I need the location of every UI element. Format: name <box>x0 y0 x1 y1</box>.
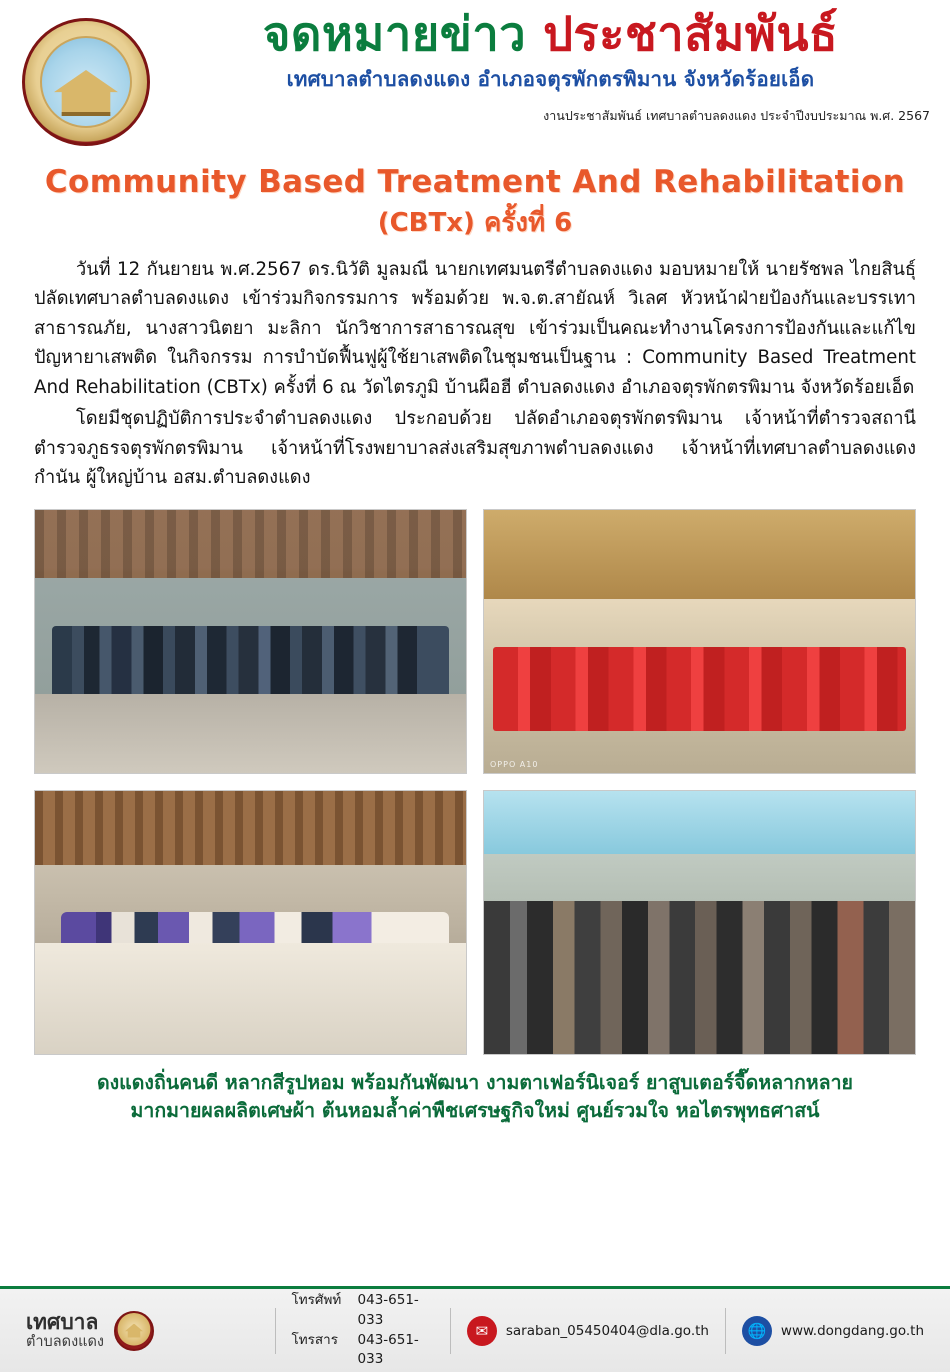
page-header <box>0 0 950 150</box>
page-title <box>165 7 936 62</box>
fax-value: 043-651-033 <box>357 1331 419 1368</box>
seal-inner <box>40 36 132 128</box>
photo-3 <box>34 790 467 1055</box>
photo-2-watermark: OPPO A10 <box>490 759 539 769</box>
photo-grid <box>34 509 916 1055</box>
article-body <box>34 255 916 493</box>
slogan-block <box>30 1069 920 1126</box>
footer-divider-3 <box>725 1308 726 1354</box>
header-note: งานประชาสัมพันธ์ เทศบาลตำบลดงแดง ประจำปีงบประมาณ พ.ศ. 2567 <box>543 108 930 124</box>
footer-divider-1 <box>275 1308 276 1354</box>
body-paragraph-2: โดยมีชุดปฏิบัติการประจำตำบลดงแดง ประกอบด้วย ปลัดอำเภอจตุรพักตรพิมาน เจ้าหน้าที่ตำรวจสถานีตำรวจภูธรจตุรพักตรพิมาน เจ้าหน้าที่โรงพยาบาลส่งเสริมสุขภาพตำบลดงแดง เจ้าหน้าที่เทศบาลตำบลดงแดง กำนัน ผู้ใหญ่บ้าน อสม.ตำบลดงแดง <box>34 408 916 489</box>
header-title-block <box>165 7 950 96</box>
municipality-seal-small-icon <box>114 1311 154 1351</box>
website-value[interactable]: www.dongdang.go.th <box>780 1322 925 1339</box>
photo-3-people <box>61 912 449 1033</box>
footer-contact-email[interactable] <box>467 1316 709 1346</box>
municipality-seal-logo <box>22 18 150 146</box>
headline-thai: (CBTx) ครั้งที่ 6 <box>377 208 573 238</box>
slogan-line-1: ดงแดงถิ่นคนดี หลากสีรูปหอม พร้อมกันพัฒนา งามตาเฟอร์นิเจอร์ ยาสูบเตอร์จี๊ดหลากหลาย <box>97 1070 853 1094</box>
footer-brand-line-1: เทศบาล <box>26 1310 99 1335</box>
phone-value: 043-651-033 <box>357 1292 419 1328</box>
globe-icon: 🌐 <box>742 1316 772 1346</box>
footer-brand <box>26 1310 259 1351</box>
article-headline <box>0 164 950 243</box>
title-red: ประชาสัมพันธ์ <box>543 7 839 62</box>
photo-4 <box>483 790 916 1055</box>
footer-brand-line-2: ตำบลดงแดง <box>26 1334 104 1351</box>
photo-1-people <box>52 626 449 705</box>
phone-label: โทรศัพท์ <box>291 1292 342 1309</box>
title-green: จดหมายข่าว <box>262 7 527 62</box>
footer-contact-phone <box>292 1291 434 1369</box>
body-paragraph-1: วันที่ 12 กันยายน พ.ศ.2567 ดร.นิวัติ มูลมณี นายกเทศมนตรีตำบลดงแดง มอบหมายให้ นายรัชพล ไกยสินธุ์ ปลัดเทศบาลตำบลดงแดง เข้าร่วมกิจกรรมการ พร้อมด้วย พ.จ.ต.สายัณห์ วิเลศ หัวหน้าฝ่ายป้องกันและบรรเทาสาธารณภัย, นางสาวนิตยา มะลิกา นักวิชาการสาธารณสุข เข้าร่วมเป็นคณะทำงานโครงการป้องกันและแก้ไขปัญหายาเสพติด ในกิจกรรม การบำบัดฟื้นฟูผู้ใช้ยาเสพติดในชุมชนเป็นฐาน : Community Based Treatment And Rehabilitation (CBTx) ครั้งที่ 6 ณ วัดไตรภูมิ บ้านผือฮี ตำบลดงแดง อำเภอจตุรพักตรพิมาน จังหวัดร้อยเอ็ด <box>34 259 916 398</box>
email-value[interactable]: saraban_05450404@dla.go.th <box>505 1322 709 1339</box>
photo-2 <box>483 509 916 774</box>
temple-icon <box>54 70 118 116</box>
page-subtitle: เทศบาลตำบลดงแดง อำเภอจตุรพักตรพิมาน จังหวัดร้อยเอ็ด <box>286 67 815 92</box>
footer-divider-2 <box>450 1308 451 1354</box>
photo-1 <box>34 509 467 774</box>
slogan-line-2: มากมายผลผลิตเศษผ้า ต้นหอมล้ำค่าพืชเศรษฐกิจใหม่ ศูนย์รวมใจ หอไตรพุทธศาสน์ <box>130 1099 820 1123</box>
fax-label: โทรสาร <box>291 1331 339 1348</box>
mail-icon: ✉ <box>467 1316 497 1346</box>
footer-contact-website[interactable] <box>742 1316 924 1346</box>
page-footer <box>0 1286 950 1372</box>
headline-english: Community Based Treatment And Rehabilitation <box>44 164 906 200</box>
